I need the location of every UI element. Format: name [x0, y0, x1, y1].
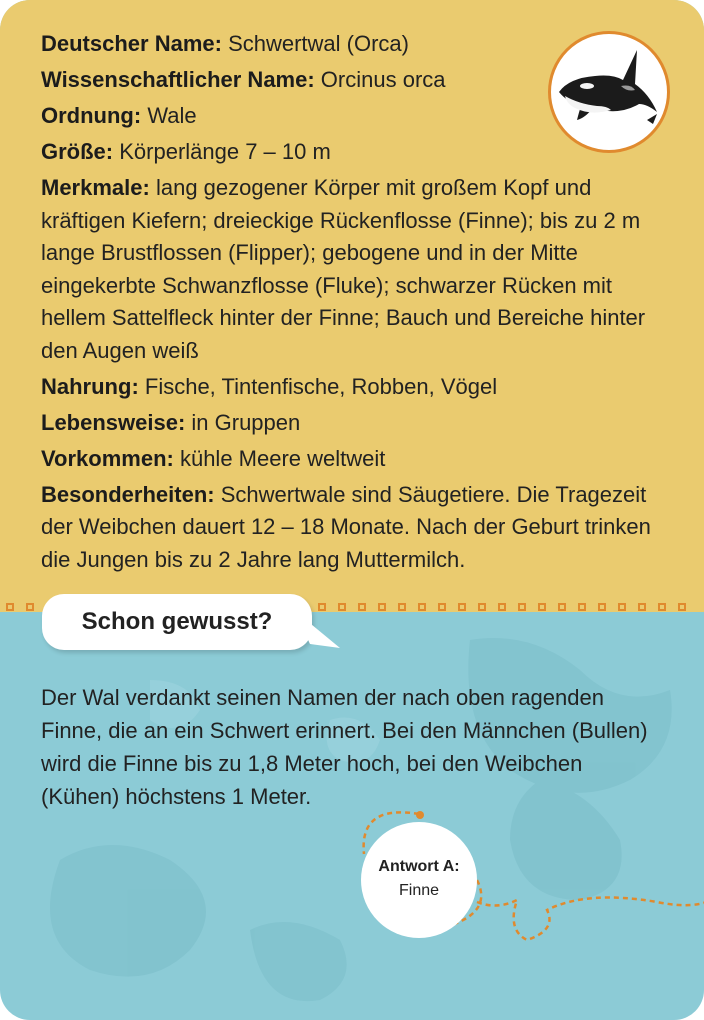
fact-size: Größe: Körperlänge 7 – 10 m: [41, 139, 331, 164]
answer-badge: [361, 822, 477, 938]
fact-specials: Besonderheiten: Schwertwale sind Säugetiere. Die Tragezeit der Weibchen dauert 12 – 18 Monate. Nach der Geburt trinken die Jungen bis zu 2 Jahre lang Muttermilch.: [41, 481, 651, 572]
fact-order: Ordnung: Wale: [41, 103, 197, 128]
fact-features: Merkmale: lang gezogener Körper mit großem Kopf und kräftigen Kiefern; dreieckige Rückenflosse (Finne); bis zu 2 m lange Brustflossen (Flipper); gebogene und in der Mitte eingekerbte Schwanzflosse (Fluke); schwarzer Rücken mit hellem Sattelfleck hinter der Finne; Bauch und Bereiche hinter den Augen weiß: [41, 175, 646, 363]
did-you-know-title: Schon gewusst?: [81, 608, 273, 635]
fact-food: Nahrung: Fische, Tintenfische, Robben, Vögel: [41, 373, 498, 399]
explanation-text: Der Wal verdankt seinen Namen der nach oben ragenden Finne, die an ein Schwert erinnert. Bei den Männchen (Bullen) wird die Finne bis zu 1,8 Meter hoch, bei den Weibchen (Kühen) höchstens 1 Meter.: [41, 685, 648, 809]
fact-lifestyle: Lebensweise: in Gruppen: [41, 409, 301, 435]
fact-habitat: Vorkommen: kühle Meere weltweit: [41, 445, 386, 471]
answer-label: Antwort A:: [378, 858, 460, 875]
answer-value: Finne: [398, 882, 440, 899]
fact-german-name: Deutscher Name: Schwertwal (Orca): [41, 31, 409, 56]
fact-scientific-name: Wissenschaftlicher Name: Orcinus orca: [41, 67, 446, 92]
